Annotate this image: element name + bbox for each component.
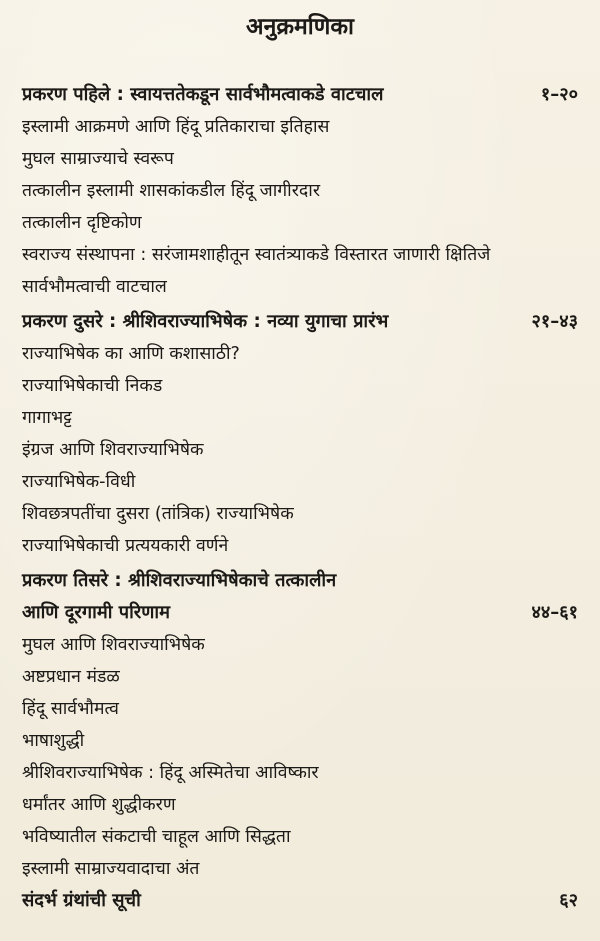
toc-item-text: मुघल साम्राज्याचे स्वरूप [22,149,174,169]
toc-item-text: गागाभट्ट [22,408,72,428]
toc-item [22,402,578,434]
toc-item-text: हिंदू सार्वभौमत्व [22,699,119,719]
toc-item-text: भविष्यातील संकटाची चाहूल आणि सिद्धता [22,827,291,847]
toc-item [22,434,578,466]
toc-item-text: तत्कालीन इस्लामी शासकांकडील हिंदू जागीरदार [22,181,321,201]
toc-item-text: तत्कालीन दृष्टिकोण [22,213,142,233]
toc-item [22,338,578,370]
toc-item [22,239,578,271]
toc-item [22,853,578,885]
chapter-3-title: प्रकरण तिसरे : श्रीशिवराज्याभिषेकाचे तत्कालीन [22,570,337,591]
toc-item [22,757,578,789]
toc-item [22,271,578,303]
toc-item-text: राज्याभिषेक का आणि कशासाठी? [22,344,240,364]
toc-item-text: इस्लामी साम्राज्यवादाचा अंत [22,859,200,879]
toc-item [22,661,578,693]
toc-item [22,143,578,175]
toc-item [22,370,578,402]
toc-item [22,498,578,530]
chapter-3-pages: ४४–६१ [531,602,578,623]
toc-item-text: मुघल आणि शिवराज्याभिषेक [22,635,205,655]
chapter-3-title-continued: आणि दूरगामी परिणाम [22,602,170,623]
toc-item [22,175,578,207]
toc-item [22,629,578,661]
chapter-1-title: प्रकरण पहिले : स्वायत्ततेकडून सार्वभौमत्वाकडे वाटचाल [22,84,384,105]
toc-item-text: राज्याभिषेक-विधी [22,472,136,492]
toc-item [22,466,578,498]
chapter-2-title: प्रकरण दुसरे : श्रीशिवराज्याभिषेक : नव्या युगाचा प्रारंभ [22,311,389,332]
toc-item-text: शिवछत्रपतींचा दुसरा (तांत्रिक) राज्याभिषेक [22,504,294,524]
chapter-1-pages: १–२० [540,84,578,105]
chapter-1-heading [22,79,578,111]
toc-item [22,207,578,239]
toc-item-text: राज्याभिषेकाची निकड [22,376,163,396]
toc-item-text: भाषाशुद्धी [22,731,85,751]
toc-item [22,821,578,853]
toc-item [22,693,578,725]
chapter-2-heading [22,306,578,338]
toc-item [22,530,578,562]
toc-item [22,725,578,757]
toc-item-text: धर्मांतर आणि शुद्धीकरण [22,795,176,815]
toc-item [22,789,578,821]
toc-item-text: इस्लामी आक्रमणे आणि हिंदू प्रतिकाराचा इतिहास [22,117,330,137]
toc-item [22,111,578,143]
toc-item-text: इंग्रज आणि शिवराज्याभिषेक [22,440,204,460]
chapter-2-pages: २१–४३ [531,311,578,332]
chapter-3-heading [22,565,578,597]
toc-title: अनुक्रमणिका [246,14,354,40]
bibliography-heading [22,885,578,917]
bibliography-title: संदर्भ ग्रंथांची सूची [22,890,141,911]
toc-item-text: अष्टप्रधान मंडळ [22,667,120,687]
chapter-3-heading-line2 [22,597,578,629]
toc-item-text: राज्याभिषेकाची प्रत्ययकारी वर्णने [22,536,229,556]
toc-item-text: स्वराज्य संस्थापना : सरंजामशाहीतून स्वातंत्र्याकडे विस्तारत जाणारी क्षितिजे [22,245,491,265]
bibliography-pages: ६२ [559,890,578,911]
toc-item-text: सार्वभौमत्वाची वाटचाल [22,277,167,297]
toc-item-text: श्रीशिवराज्याभिषेक : हिंदू अस्मितेचा आविष्कार [22,763,319,783]
